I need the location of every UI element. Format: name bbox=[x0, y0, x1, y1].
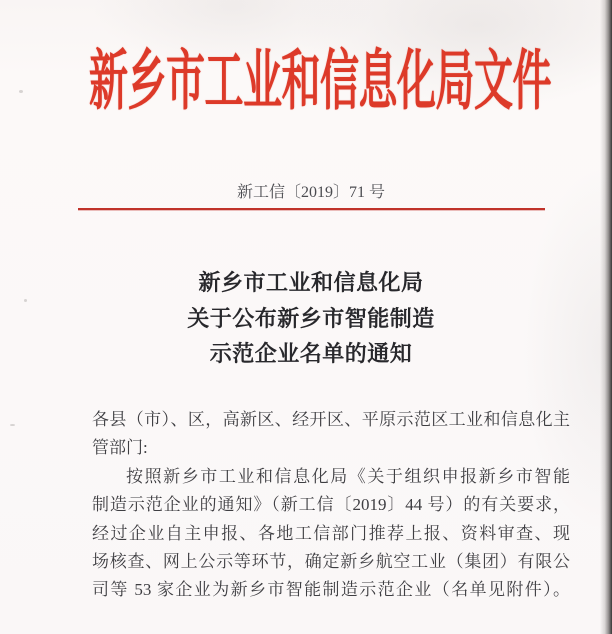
body-line-salutation-1: 各县（市）、区，高新区、经开区、平原示范区工业和信息化主 bbox=[92, 410, 570, 429]
body-line-paragraph-3: 经过企业自主申报、各地工信部门推荐上报、资料审查、现 bbox=[92, 523, 570, 543]
body-line-paragraph-4: 场核查、网上公示等环节，确定新乡航空工业（集团）有限公 bbox=[92, 552, 570, 572]
body-line-paragraph-5: 司等 53 家企业为新乡市智能制造示范企业（名单见附件）。 bbox=[92, 580, 570, 600]
body-line-paragraph-1: 按照新乡市工业和信息化局《关于组织申报新乡市智能 bbox=[126, 466, 570, 486]
body-line-paragraph-2: 制造示范企业的通知》（新工信〔2019〕44 号）的有关要求， bbox=[92, 495, 570, 515]
body-line-salutation-2: 管部门: bbox=[92, 438, 148, 458]
agency-header-title: 新乡市工业和信息化局文件 bbox=[88, 45, 551, 118]
scan-speck bbox=[10, 424, 15, 426]
notice-title-line-2: 关于公布新乡市智能制造 bbox=[187, 305, 435, 331]
notice-body bbox=[92, 406, 570, 605]
document-number: 新工信〔2019〕71 号 bbox=[236, 184, 385, 201]
notice-title-line-1: 新乡市工业和信息化局 bbox=[198, 270, 424, 295]
notice-title-line-3: 示范企业名单的通知 bbox=[209, 341, 413, 366]
red-divider-line bbox=[78, 208, 545, 210]
notice-title bbox=[5, 265, 612, 372]
